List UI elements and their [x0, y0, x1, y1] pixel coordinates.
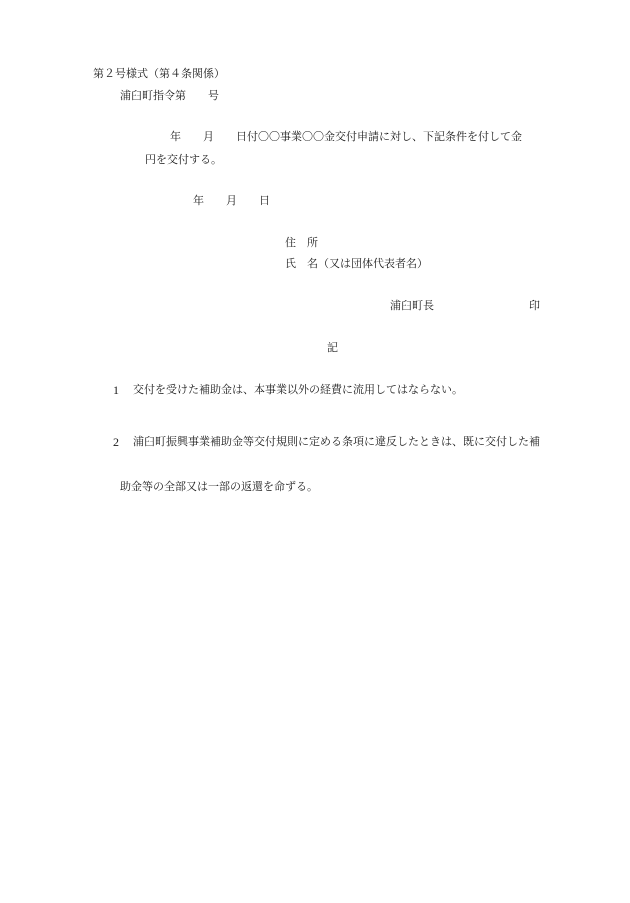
- ki-heading: 記: [327, 341, 338, 354]
- condition-1-number: 1: [113, 383, 119, 397]
- condition-2-text: 浦臼町振興事業補助金等交付規則に定める条項に違反したときは、既に交付した補: [133, 435, 540, 448]
- body-line-2: 円を交付する。: [145, 153, 222, 166]
- name-label: 氏 名（又は団体代表者名）: [285, 257, 428, 270]
- date-line: 年 月 日: [193, 194, 270, 207]
- seal-mark: 印: [529, 299, 540, 312]
- doc-number: 浦臼町指令第 号: [120, 89, 219, 102]
- condition-2-number: 2: [113, 435, 119, 449]
- form-heading: 第２号様式（第４条関係）: [93, 67, 225, 80]
- issuer-title: 浦臼町長: [390, 299, 434, 312]
- condition-2-text-cont: 助金等の全部又は一部の返還を命ずる。: [120, 480, 318, 493]
- address-label: 住 所: [285, 236, 318, 249]
- body-line-1: 年 月 日付〇〇事業〇〇金交付申請に対し、下記条件を付して金: [170, 130, 522, 143]
- condition-1-text: 交付を受けた補助金は、本事業以外の経費に流用してはならない。: [133, 383, 463, 396]
